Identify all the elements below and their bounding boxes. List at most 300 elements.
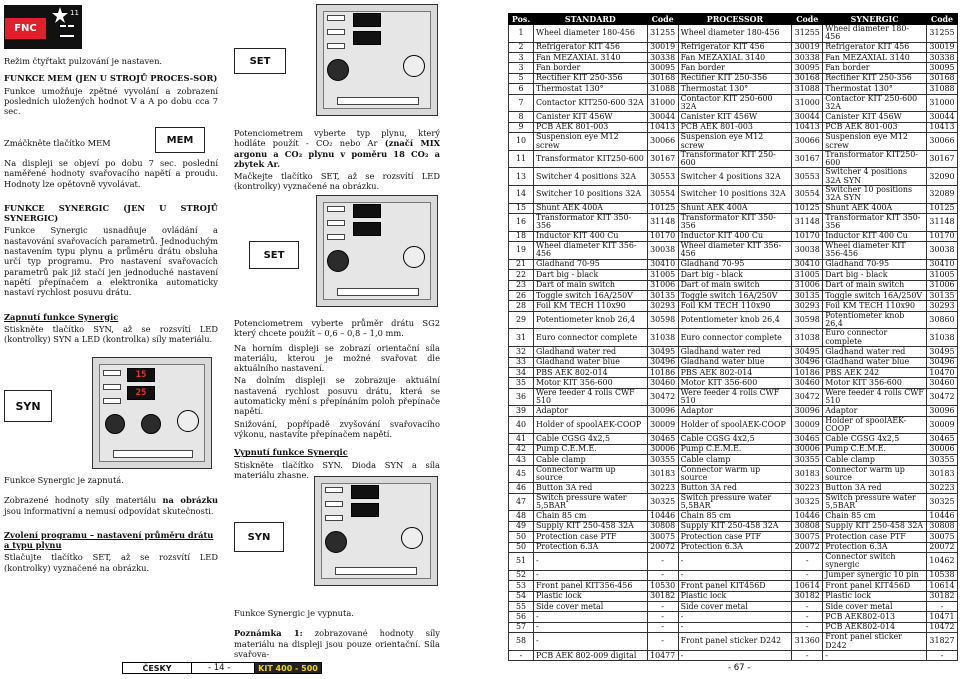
table-cell: Gladhand water red (678, 347, 792, 357)
table-cell: 42 (509, 444, 534, 454)
table-cell: Pump C.E.M.E. (533, 444, 647, 454)
table-cell: Inductor KIT 400 Cu (533, 231, 647, 241)
table-cell: 50 (509, 542, 534, 552)
table-cell: 30496 (792, 357, 823, 367)
table-cell: - (792, 570, 823, 580)
table-cell: 30808 (792, 521, 823, 531)
table-cell: - (678, 612, 792, 622)
table-cell: 13 (509, 168, 534, 186)
table-cell: 30410 (792, 259, 823, 269)
table-cell: 21 (509, 259, 534, 269)
table-cell: 10614 (792, 581, 823, 591)
table-cell: - (678, 570, 792, 580)
table-row (509, 63, 958, 73)
table-cell: 10170 (647, 231, 678, 241)
table-cell: 10125 (792, 203, 823, 213)
mem-button (155, 127, 205, 153)
syn-on-text: Stiskněte tlačítko SYN, až se rozsvítí LED (kontrolky) SYN a LED (kontrolka) síly materiálu. (4, 323, 218, 345)
table-cell: Shunt AEK 400A (533, 203, 647, 213)
table-cell: 10446 (926, 511, 957, 521)
table-cell: Suspension eye M12 screw (678, 133, 792, 151)
table-cell: Chain 85 cm (678, 511, 792, 521)
table-cell: 47 (509, 493, 534, 511)
table-cell: 28 (509, 301, 534, 311)
table-cell: 52 (509, 570, 534, 580)
table-cell: 53 (509, 581, 534, 591)
syn-button-2-label: SYN (247, 531, 271, 543)
table-cell: Switcher 10 positions 32A (678, 186, 792, 204)
footer-model: KIT 400 - 500 (254, 662, 322, 674)
table-row (509, 591, 958, 601)
table-cell: 30075 (926, 532, 957, 542)
table-cell: Supply KIT 250-458 32A (678, 521, 792, 531)
table-cell: Thermostat 130° (823, 84, 927, 94)
table-cell: 40 (509, 416, 534, 434)
table-cell: 10186 (647, 367, 678, 377)
table-cell: 32 (509, 347, 534, 357)
table-cell: 31000 (792, 94, 823, 112)
table-cell: 10170 (792, 231, 823, 241)
table-cell: - (647, 553, 678, 571)
table-cell: 31038 (647, 329, 678, 347)
table-cell: Euro connector complete (823, 329, 927, 347)
fnc-button-illustration (4, 5, 82, 49)
table-cell: 30554 (647, 186, 678, 204)
table-cell: 46 (509, 483, 534, 493)
table-cell: Canister KIT 456W (678, 112, 792, 122)
control-panel-illustration-2 (316, 4, 438, 116)
table-cell: Transformator KIT250-600 (533, 150, 647, 168)
table-cell: Gladhand 70-95 (678, 259, 792, 269)
table-cell: 2 (509, 42, 534, 52)
mem-text: Funkce umožňuje zpětné vyvolání a zobrazení posledních uložených hodnot V a A po dobu cca 7 sec. (4, 85, 218, 117)
table-cell: Gladhand water blue (678, 357, 792, 367)
table-cell: 15 (509, 203, 534, 213)
table-row (509, 388, 958, 406)
table-cell: Holder of spoolAEK-COOP (533, 416, 647, 434)
table-cell: Supply KIT 250-458 32A (823, 521, 927, 531)
table-cell: 30095 (792, 63, 823, 73)
table-cell: 30325 (926, 493, 957, 511)
table-cell: 31006 (926, 280, 957, 290)
table-cell: Cable clamp (678, 455, 792, 465)
table-cell: Protection 6.3A (823, 542, 927, 552)
table-cell: Front panel sticker D242 (678, 633, 792, 651)
table-cell: 8 (509, 112, 534, 122)
table-cell: Foil KM TECH 110x90 (678, 301, 792, 311)
table-cell: Side cover metal (678, 602, 792, 612)
table-cell: 30598 (647, 311, 678, 329)
table-cell: 30553 (647, 168, 678, 186)
table-cell: Button 3A red (678, 483, 792, 493)
table-row (509, 259, 958, 269)
table-cell: Switch pressure water 5,5BAR (533, 493, 647, 511)
lower-display (353, 31, 381, 45)
table-cell: 10186 (792, 367, 823, 377)
table-row (509, 378, 958, 388)
table-cell: Front panel KIT456D (678, 581, 792, 591)
table-cell: 7 (509, 94, 534, 112)
table-cell: Canister KIT 456W (823, 112, 927, 122)
table-cell: Suspension eye M12 screw (823, 133, 927, 151)
table-cell: 30006 (647, 444, 678, 454)
table-cell: Adaptor (823, 406, 927, 416)
syn-button-label: SYN (15, 399, 41, 413)
table-cell: Dart big - black (533, 270, 647, 280)
table-row (509, 612, 958, 622)
table-cell: 10462 (926, 553, 957, 571)
table-cell: 30472 (792, 388, 823, 406)
table-cell: Chain 85 cm (533, 511, 647, 521)
table-cell: 54 (509, 591, 534, 601)
table-cell: 30009 (647, 416, 678, 434)
table-row (509, 329, 958, 347)
table-row (509, 483, 958, 493)
table-cell: 30410 (926, 259, 957, 269)
table-cell: Gladhand water red (823, 347, 927, 357)
table-cell: 30325 (792, 493, 823, 511)
table-cell: 10 (509, 133, 534, 151)
table-cell: 34 (509, 367, 534, 377)
col-synergic: SYNERGIC (823, 14, 927, 25)
table-row (509, 455, 958, 465)
table-cell: 10446 (647, 511, 678, 521)
table-cell: Shunt AEK 400A (678, 203, 792, 213)
table-cell: 30554 (792, 186, 823, 204)
upper-display: 15 (127, 368, 155, 382)
table-cell: - (792, 622, 823, 632)
table-cell: 1 (509, 25, 534, 43)
table-row (509, 84, 958, 94)
table-cell: 30808 (926, 521, 957, 531)
table-row (509, 444, 958, 454)
left-column-1 (4, 56, 218, 118)
table-cell: 30075 (792, 532, 823, 542)
table-cell: 10413 (926, 122, 957, 132)
table-cell: 30168 (792, 73, 823, 83)
table-cell: - (926, 602, 957, 612)
table-row (509, 291, 958, 301)
table-cell: Refrigerator KIT 456 (533, 42, 647, 52)
table-cell: 30009 (926, 416, 957, 434)
table-cell: Wheel diameter 180-456 (678, 25, 792, 43)
table-cell: 30410 (647, 259, 678, 269)
table-cell: 30325 (647, 493, 678, 511)
table-cell: Switcher 4 positions 32A (533, 168, 647, 186)
table-cell: 30496 (647, 357, 678, 367)
table-cell: 31088 (792, 84, 823, 94)
table-cell: 32090 (926, 168, 957, 186)
table-cell: 30096 (926, 406, 957, 416)
table-row (509, 570, 958, 580)
syn-on-caption: Funkce Synergic je zapnutá. (4, 475, 124, 485)
table-row (509, 214, 958, 232)
table-row (509, 203, 958, 213)
table-cell: Fan border (678, 63, 792, 73)
table-cell: Fan MEZAXIAL 3140 (678, 53, 792, 63)
table-cell: 43 (509, 455, 534, 465)
prog-heading: Zvolení programu – nastavení průměru drátu a typu plynu (4, 529, 214, 551)
table-row (509, 301, 958, 311)
table-cell: 41 (509, 434, 534, 444)
footer-right-page-number: - 67 - (728, 663, 751, 673)
set-button-2-label: SET (263, 249, 285, 261)
table-cell: 30860 (926, 311, 957, 329)
table-row (509, 521, 958, 531)
fnc-button: FNC (5, 18, 46, 39)
footer-language: ČESKY (122, 662, 192, 674)
table-cell: 30496 (926, 357, 957, 367)
table-row (509, 168, 958, 186)
table-cell: PBS AEK 242 (823, 367, 927, 377)
syn-text: Funkce Synergic usnadňuje ovládání a nastavování svařovacích parametrů. Jednoduchým nastavením typu plynu a průměru drátu obsluha určí typ programu. Pro nastavení svařovacích parametrů pak již stačí jen jednoduché nastavení napětí přepínačem a elektronika automaticky nastaví rychlost posuvu drátu. (4, 225, 218, 298)
table-cell: Supply KIT 250-458 32A (533, 521, 647, 531)
table-cell: - (647, 612, 678, 622)
table-cell: 31088 (926, 84, 957, 94)
table-cell: 30096 (792, 406, 823, 416)
table-cell: Front panel KIT456D (823, 581, 927, 591)
syn-button (4, 390, 52, 422)
table-cell: 10470 (926, 367, 957, 377)
table-row (509, 650, 958, 660)
table-cell: 35 (509, 378, 534, 388)
table-cell: 5 (509, 73, 534, 83)
table-cell: - (533, 570, 647, 580)
table-row (509, 357, 958, 367)
table-cell: Cable CGSG 4x2,5 (533, 434, 647, 444)
parts-table (508, 13, 958, 661)
mem-press-line (4, 138, 154, 150)
table-cell: 30338 (792, 53, 823, 63)
mem-display-text: Na displeji se objeví po dobu 7 sec. poslední naměřené hodnoty svařovacího napětí a proudu. Hodnoty lze opětovně vyvolávat. (4, 158, 218, 189)
table-cell: 23 (509, 280, 534, 290)
table-cell: - (533, 633, 647, 651)
table-cell: - (792, 602, 823, 612)
table-body (509, 25, 958, 661)
set-button-label: SET (249, 55, 271, 67)
table-cell: Euro connector complete (678, 329, 792, 347)
col-processor: PROCESSOR (678, 14, 792, 25)
table-cell: Connector warm up source (678, 465, 792, 483)
table-cell: 10472 (926, 622, 957, 632)
mem-press-text: Zmáčkněte tlačítko MEM (4, 138, 111, 148)
table-cell: Wheel diameter KIT 356-456 (678, 242, 792, 260)
table-cell: Motor KIT 356-600 (533, 378, 647, 388)
table-cell: 31038 (926, 329, 957, 347)
table-row (509, 633, 958, 651)
table-cell: 30066 (792, 133, 823, 151)
control-panel-illustration-4 (314, 476, 438, 586)
prog-text: Stlačujte tlačítko SET, až se rozsvítí LED (kontrolky) vyznačené na obrázku. (4, 552, 218, 573)
table-row (509, 542, 958, 552)
mem-heading: FUNKCE MEM (JEN U STROJŮ PROCES-SOR) (4, 73, 218, 84)
table-cell: Protection case PTF (678, 532, 792, 542)
table-cell: Cable clamp (823, 455, 927, 465)
table-cell: 32089 (926, 186, 957, 204)
table-cell: 30038 (926, 242, 957, 260)
table-cell: 10413 (792, 122, 823, 132)
table-cell: 57 (509, 622, 534, 632)
table-cell: 31255 (792, 25, 823, 43)
table-cell: 29 (509, 311, 534, 329)
table-row (509, 493, 958, 511)
table-cell: Switcher 10 positions 32A SYN (823, 186, 927, 204)
table-cell: 50 (509, 532, 534, 542)
table-row (509, 622, 958, 632)
table-cell: 30019 (792, 42, 823, 52)
table-cell: Foil KM TECH 110x90 (533, 301, 647, 311)
table-cell: - (533, 553, 647, 571)
table-cell: 49 (509, 521, 534, 531)
knob-center (141, 414, 161, 434)
table-cell: 3 (509, 53, 534, 63)
table-cell: 39 (509, 406, 534, 416)
table-cell: 30044 (926, 112, 957, 122)
table-row (509, 112, 958, 122)
table-cell: PCB AEK802-013 (823, 612, 927, 622)
table-cell: Adaptor (533, 406, 647, 416)
table-cell: Switch pressure water 5,5BAR (823, 493, 927, 511)
table-cell: PCB AEK802-014 (823, 622, 927, 632)
table-cell: 45 (509, 465, 534, 483)
table-cell: Plastic lock (533, 591, 647, 601)
table-cell: Dart of main switch (823, 280, 927, 290)
table-cell: 10413 (647, 122, 678, 132)
table-cell: 31005 (647, 270, 678, 280)
table-cell: Protection 6.3A (678, 542, 792, 552)
table-cell: Dart big - black (678, 270, 792, 280)
wire-speed-knob (177, 410, 199, 432)
set-button-2 (249, 241, 299, 269)
table-cell: Switcher 10 positions 32A (533, 186, 647, 204)
table-cell: 22 (509, 270, 534, 280)
table-cell: Dart big - black (823, 270, 927, 280)
table-cell: 10125 (926, 203, 957, 213)
table-cell: - (509, 650, 534, 660)
syn-button-2 (234, 522, 284, 552)
table-cell: Fan MEZAXIAL 3140 (823, 53, 927, 63)
table-cell: 56 (509, 612, 534, 622)
table-cell: - (678, 650, 792, 660)
table-cell: 30293 (647, 301, 678, 311)
table-cell: 19 (509, 242, 534, 260)
table-cell: - (533, 612, 647, 622)
table-cell: 26 (509, 291, 534, 301)
table-cell: 30223 (926, 483, 957, 493)
table-cell: Plastic lock (678, 591, 792, 601)
table-cell: 30044 (792, 112, 823, 122)
table-cell: Gladhand water blue (823, 357, 927, 367)
table-cell: Potentiometer knob 26,4 (533, 311, 647, 329)
table-cell: 30355 (926, 455, 957, 465)
table-cell: 30598 (792, 311, 823, 329)
table-cell: 30066 (926, 133, 957, 151)
table-cell: 10530 (647, 581, 678, 591)
table-row (509, 511, 958, 521)
table-row (509, 434, 958, 444)
table-cell: Contactor KIT 250-600 32A (678, 94, 792, 112)
table-cell: - (647, 570, 678, 580)
table-cell: Rectifier KIT 250-356 (533, 73, 647, 83)
table-cell: 51 (509, 553, 534, 571)
table-cell: 31000 (647, 94, 678, 112)
table-cell: Connector warm up source (823, 465, 927, 483)
table-cell: Motor KIT 356-600 (823, 378, 927, 388)
table-cell: 30135 (926, 291, 957, 301)
table-cell: Wheel diameter 180-456 (823, 25, 927, 43)
table-cell: Foil KM TECH 110x90 (823, 301, 927, 311)
table-cell: Connector switch synergic (823, 553, 927, 571)
table-cell: 10446 (792, 511, 823, 521)
table-cell: Switcher 4 positions 32A SYN (823, 168, 927, 186)
mem-button-label: MEM (166, 134, 194, 146)
table-cell: 30293 (926, 301, 957, 311)
fnc-caption: Režim čtyřtakt pulzování je nastaven. (4, 56, 163, 66)
table-cell: 30465 (926, 434, 957, 444)
table-cell: Protection case PTF (823, 532, 927, 542)
table-cell: 30460 (926, 378, 957, 388)
left-column-1b (4, 158, 218, 346)
table-cell: Inductor KIT 400 Cu (823, 231, 927, 241)
table-cell: Contactor KIT 250-600 32A (823, 94, 927, 112)
table-cell: 30223 (647, 483, 678, 493)
table-cell: 33 (509, 357, 534, 367)
table-row (509, 532, 958, 542)
table-row (509, 150, 958, 168)
table-cell: 30096 (647, 406, 678, 416)
table-cell: 30167 (647, 150, 678, 168)
table-cell: 20072 (647, 542, 678, 552)
table-cell: 31005 (792, 270, 823, 280)
table-row (509, 53, 958, 63)
table-cell: 9 (509, 122, 534, 132)
table-cell: - (823, 650, 927, 660)
set-button (234, 48, 286, 74)
table-cell: Wheel diameter 180-456 (533, 25, 647, 43)
table-cell: 48 (509, 511, 534, 521)
table-cell: Toggle switch 16A/250V (823, 291, 927, 301)
table-row (509, 73, 958, 83)
table-cell: Holder of spoolAEK-COOP (823, 416, 927, 434)
col-standard: STANDARD (533, 14, 647, 25)
syn-on-heading: Zapnutí funkce Synergic (4, 311, 119, 322)
table-cell: Canister KIT 456W (533, 112, 647, 122)
table-cell: 30338 (647, 53, 678, 63)
table-cell: 30075 (647, 532, 678, 542)
table-cell: 10471 (926, 612, 957, 622)
syn-heading: FUNKCE SYNERGIC (JEN U STROJŮ SYNERGIC) (4, 202, 218, 224)
knob-left (105, 414, 125, 434)
manual-page-left (0, 0, 470, 679)
table-cell: 31 (509, 329, 534, 347)
syn-off-heading: Vypnutí funkce Synergic (234, 447, 348, 458)
table-row (509, 367, 958, 377)
table-cell: Thermostat 130° (533, 84, 647, 94)
table-cell: 14 (509, 186, 534, 204)
table-cell: Toggle switch 16A/250V (533, 291, 647, 301)
table-cell: Gladhand 70-95 (823, 259, 927, 269)
table-cell: Inductor KIT 400 Cu (678, 231, 792, 241)
table-cell: 30168 (647, 73, 678, 83)
table-cell: - (647, 622, 678, 632)
table-cell: 31827 (926, 633, 957, 651)
table-row (509, 581, 958, 591)
col-code-2: Code (792, 14, 823, 25)
table-cell: 3 (509, 63, 534, 73)
table-cell: Transformator KIT 350-356 (678, 214, 792, 232)
table-cell: 31148 (647, 214, 678, 232)
table-cell: 30808 (647, 521, 678, 531)
